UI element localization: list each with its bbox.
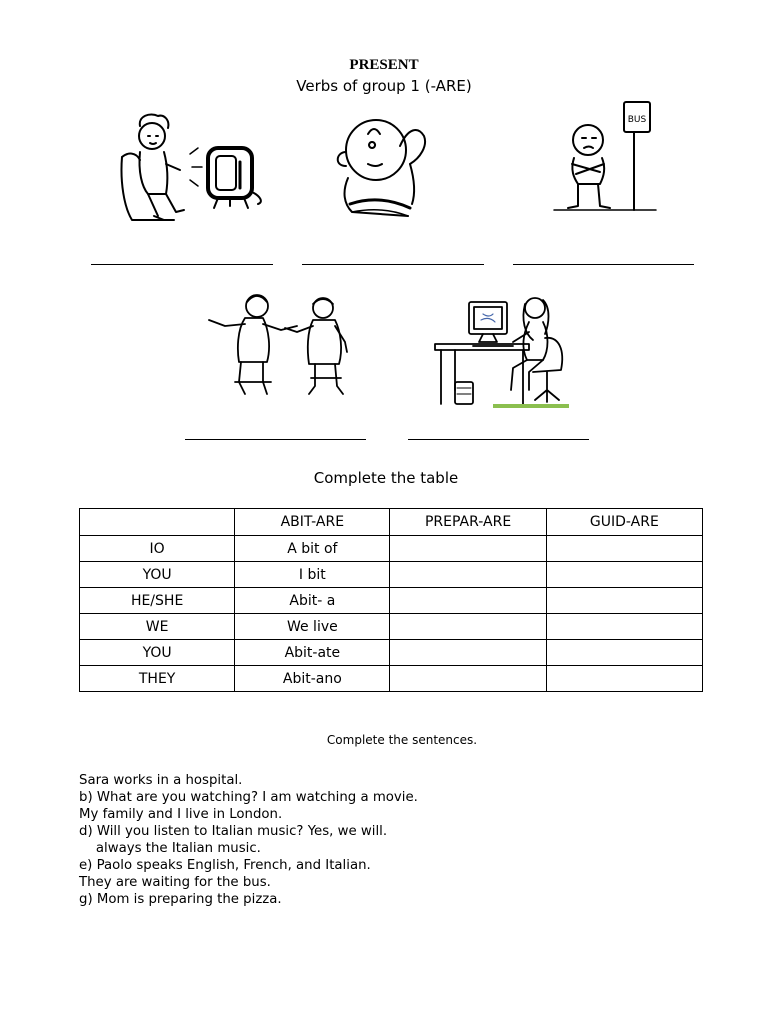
- guidare-cell[interactable]: [546, 562, 702, 588]
- abitare-cell[interactable]: Abit-ate: [235, 640, 390, 666]
- sentences-heading: Complete the sentences.: [326, 733, 478, 747]
- pronoun-cell: THEY: [80, 666, 235, 692]
- table-row: [80, 640, 703, 666]
- table-row: [80, 614, 703, 640]
- table-row: [80, 562, 703, 588]
- table-header-row: [80, 509, 703, 536]
- table-heading: Complete the table: [313, 469, 459, 487]
- pronoun-cell: IO: [80, 536, 235, 562]
- abitare-cell[interactable]: I bit: [235, 562, 390, 588]
- pronoun-cell: WE: [80, 614, 235, 640]
- abitare-cell[interactable]: Abit- a: [235, 588, 390, 614]
- guidare-cell[interactable]: [546, 666, 702, 692]
- abitare-cell[interactable]: We live: [235, 614, 390, 640]
- sentence-item: always the Italian music.: [79, 841, 261, 856]
- preparare-cell[interactable]: [390, 562, 546, 588]
- sentence-item: They are waiting for the bus.: [79, 875, 271, 890]
- boy-listening-illustration: [328, 112, 428, 224]
- man-waiting-bus-illustration: [548, 98, 660, 216]
- preparare-cell[interactable]: [390, 666, 546, 692]
- sentence-item: My family and I live in London.: [79, 807, 283, 822]
- conjugation-table: [79, 508, 703, 692]
- bus-sign-text: BUS: [627, 115, 647, 125]
- sentence-item: b) What are you watching? I am watching a movie.: [79, 790, 418, 805]
- girl-at-computer-illustration: [433, 290, 573, 412]
- answer-line-1: [91, 264, 273, 265]
- abitare-cell[interactable]: A bit of: [235, 536, 390, 562]
- table-row: [80, 588, 703, 614]
- preparare-cell[interactable]: [390, 614, 546, 640]
- abitare-cell[interactable]: Abit-ano: [235, 666, 390, 692]
- table-row: [80, 666, 703, 692]
- two-boys-talking-illustration: [205, 290, 359, 402]
- preparare-cell[interactable]: [390, 640, 546, 666]
- pronoun-cell: YOU: [80, 562, 235, 588]
- pronoun-cell: HE/SHE: [80, 588, 235, 614]
- answer-line-5: [408, 439, 589, 440]
- sentence-list: [79, 772, 418, 908]
- column-header: ABIT-ARE: [235, 509, 390, 536]
- sentence-item: Sara works in a hospital.: [79, 773, 243, 788]
- sentence-item: e) Paolo speaks English, French, and Italian.: [79, 858, 371, 873]
- answer-line-4: [185, 439, 366, 440]
- page-title: PRESENT: [349, 57, 419, 73]
- column-header: [80, 509, 235, 536]
- column-header: PREPAR-ARE: [390, 509, 546, 536]
- sentence-item: g) Mom is preparing the pizza.: [79, 892, 282, 907]
- answer-line-3: [513, 264, 694, 265]
- guidare-cell[interactable]: [546, 536, 702, 562]
- answer-line-2: [302, 264, 484, 265]
- pronoun-cell: YOU: [80, 640, 235, 666]
- preparare-cell[interactable]: [390, 536, 546, 562]
- sentence-item: d) Will you listen to Italian music? Yes, we will.: [79, 824, 388, 839]
- guidare-cell[interactable]: [546, 640, 702, 666]
- preparare-cell[interactable]: [390, 588, 546, 614]
- boy-watching-tv-illustration: [118, 112, 270, 224]
- page-subtitle: Verbs of group 1 (-ARE): [296, 77, 472, 95]
- column-header: GUID-ARE: [546, 509, 702, 536]
- guidare-cell[interactable]: [546, 614, 702, 640]
- table-row: [80, 536, 703, 562]
- guidare-cell[interactable]: [546, 588, 702, 614]
